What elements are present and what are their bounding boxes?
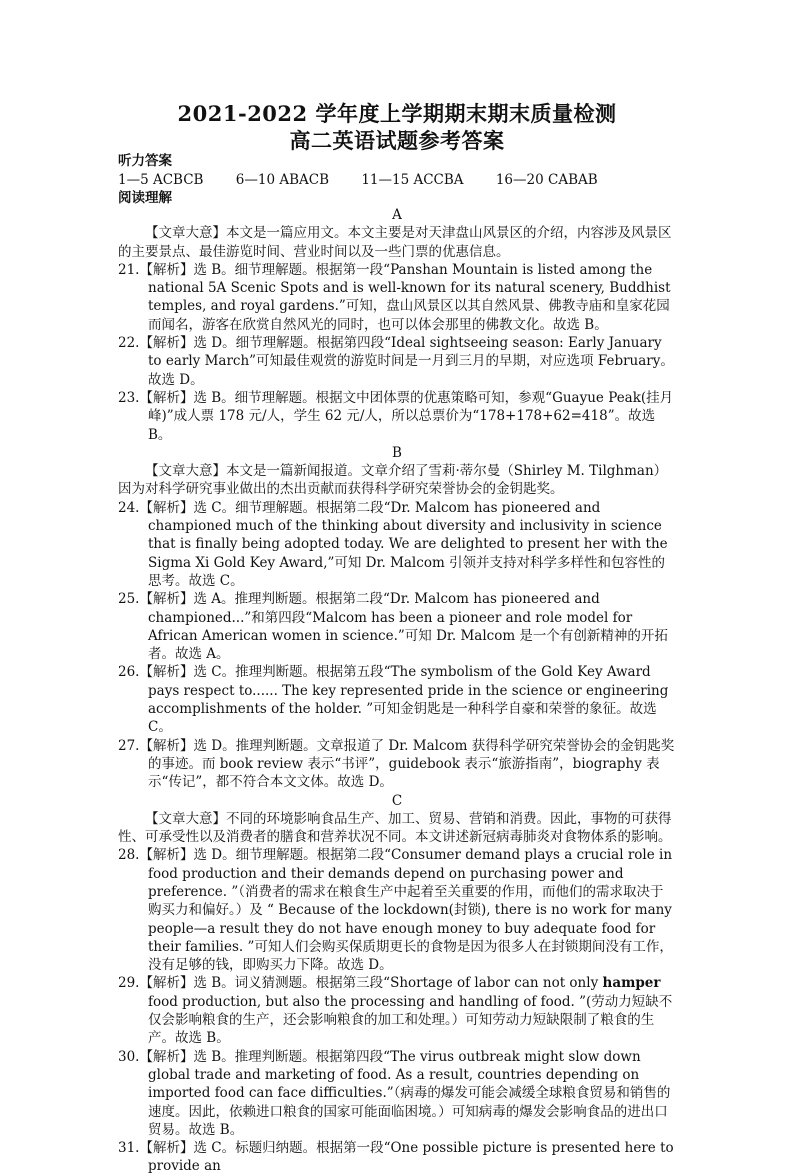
keyword-hamper: hamper	[602, 975, 661, 992]
answer-item-28: 28.【解析】选 D。细节理解题。根据第二段“Consumer demand plays a crucial role in food production and their demands depend on purchasing power and preference. ”（消费者的需求在粮食生产中起着至关重要的作用，而他们的需求取决于购买力和偏好。）及 “ Because of the lockdown(封锁), there is no work for many people—a result they do not have enough money to buy adequate food for their families. ”可知人们会购买保质期更长的食物是因为很多人在封锁期间没有工作，没有足够的钱，即购买力下降。故选 D。	[118, 847, 673, 974]
answer-group: 16—20 CABAB	[495, 172, 598, 188]
answer-item-23: 23.【解析】选 B。细节理解题。根据文中团体票的优惠策略可知，参观“Guayue Peak(挂月峰)”成人票 178 元/人，学生 62 元/人，所以总票价为“178+178+62=418”。故选 B。	[118, 389, 674, 443]
summary-a: 【文章大意】本文是一篇应用文。本文主要是对天津盘山风景区的介绍，内容涉及风景区的主要景点、最佳游览时间、营业时间以及一些门票的优惠信息。	[118, 225, 672, 260]
section-letter-c: C	[391, 792, 403, 809]
answer-group: 1—5 ACBCB	[118, 172, 204, 188]
answer-item-27: 27.【解析】选 D。推理判断题。文章报道了 Dr. Malcom 获得科学研究荣誉协会的金钥匙奖的事迹。而 book review 表示“书评”，guidebook 表示“旅游指南”，biography 表示“传记”，都不符合本文文体。故选 D。	[118, 737, 675, 791]
answer-group: 6—10 ABACB	[235, 172, 330, 188]
page-title: 2021-2022 学年度上学期期末期末质量检测	[177, 101, 617, 126]
reading-heading: 阅读理解	[118, 190, 172, 206]
answer-item-30: 30.【解析】选 B。推理判断题。根据第四段“The virus outbreak might slow down global trade and marketing of food. As a result, countries depending on imported food can face difficulties.”（病毒的爆发可能会减缓全球粮食贸易和销售的速度。因此，依赖进口粮食的国家可能面临困境。）可知病毒的爆发会影响食品的进出口贸易。故选 B。	[118, 1048, 671, 1138]
answer-item-29	[118, 974, 676, 1047]
section-letter-a: A	[392, 207, 402, 223]
item-29-text-after: food production, but also the processing and handling of food. ”(劳动力短缺不仅会影响粮食的生产，还会影响粮食的加工和处理。）可知劳动力短缺限制了粮食的生产。故选 B。	[148, 993, 673, 1047]
answer-item-31: 31.【解析】选 C。标题归纳题。根据第一段“One possible picture is presented here to provide an	[118, 1140, 674, 1175]
answer-group: 11—15 ACCBA	[361, 172, 464, 188]
listening-answers	[118, 172, 626, 189]
reading-content	[118, 206, 676, 1176]
answer-item-25: 25.【解析】选 A。推理判断题。根据第二段“Dr. Malcom has pioneered and championed...”和第四段“Malcom has been a pioneer and role model for African American women in science.”可知 Dr. Malcom 是一个有创新精神的开拓者。故选 A。	[118, 591, 668, 663]
summary-c: 【文章大意】不同的环境影响食品生产、加工、贸易、营销和消费。因此，事物的可获得性、可承受性以及消费者的膳食和营养状况不同。本文讲述新冠病毒肺炎对食物体系的影响。	[118, 810, 672, 846]
item-29-text-before: 29.【解析】选 B。词义猜测题。根据第三段“Shortage of labor can not only	[118, 975, 603, 992]
summary-b: 【文章大意】本文是一篇新闻报道。文章介绍了雪莉·蒂尔曼（Shirley M. Tilghman）因为对科学研究事业做出的杰出贡献而获得科学研究荣誉协会的金钥匙奖。	[118, 463, 668, 498]
answer-item-26: 26.【解析】选 C。推理判断题。根据第五段“The symbolism of the Gold Key Award pays respect to...... The key represented pride in the science or engineering accomplishments of the holder. ”可知金钥匙是一种科学自豪和荣誉的象征。故选 C。	[118, 664, 669, 736]
page-subtitle: 高二英语试题参考答案	[289, 128, 505, 153]
answer-item-21: 21.【解析】选 B。细节理解题。根据第一段“Panshan Mountain is listed among the national 5A Scenic Spots and is well-known for its natural scenery, Buddhist temples, and royal gardens.”可知，盘山风景区以其自然风景、佛教寺庙和皇家花园而闻名，游客在欣赏自然风光的同时，也可以体会那里的佛教文化。故选 B。	[118, 261, 671, 333]
listening-heading: 听力答案	[118, 153, 172, 169]
answer-item-24: 24.【解析】选 C。细节理解题。根据第二段“Dr. Malcom has pioneered and championed much of the thinking about diversity and inclusivity in science that is finally being adopted today. We are delighted to present her with the Sigma Xi Gold Key Award,”可知 Dr. Malcom 引领并支持对科学多样性和包容性的思考。故选 C。	[118, 499, 668, 589]
answer-item-22: 22.【解析】选 D。细节理解题。根据第四段“Ideal sightseeing season: Early January to early March”可知最佳观赏的游览时间是一月到三月的早期，对应选项 February。故选 D。	[118, 335, 674, 388]
section-letter-b: B	[392, 444, 402, 461]
